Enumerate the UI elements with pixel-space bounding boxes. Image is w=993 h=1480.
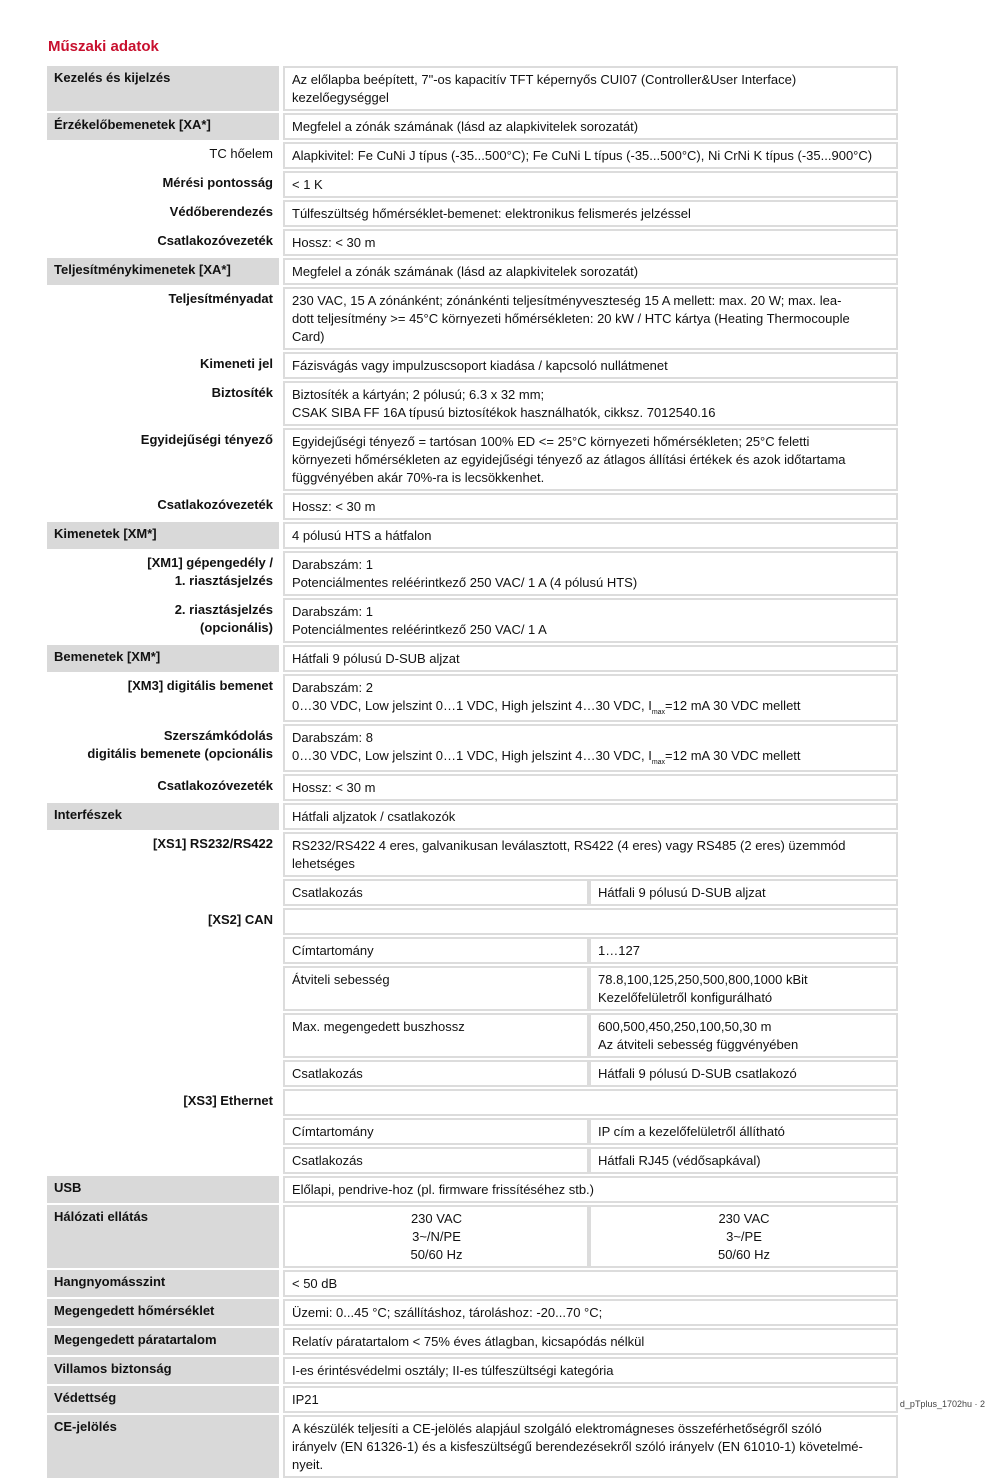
spec-row [47,1118,898,1145]
spec-row [47,1205,898,1268]
spec-row [47,803,898,830]
spec-value: < 1 K [283,171,898,198]
spec-value: < 50 dB [283,1270,898,1297]
spec-subkey: Csatlakozás [283,879,589,906]
spec-value: Darabszám: 1 Potenciálmentes reléérintkező 250 VAC/ 1 A [283,598,898,643]
page-title: Műszaki adatok [48,38,159,55]
spec-row [47,724,898,772]
spec-label: 2. riasztásjelzés (opcionális) [174,602,273,635]
spec-label: Egyidejűségi tényező [140,432,273,447]
spec-category-label: USB [47,1176,279,1203]
spec-row [47,1060,898,1087]
spec-row [47,551,898,596]
spec-subvalue: Hátfali RJ45 (védősapkával) [589,1147,898,1174]
spec-label: TC hőelem [209,146,273,161]
spec-row [47,522,898,549]
spec-value: Hátfali aljzatok / csatlakozók [283,803,898,830]
spec-category-label: Megengedett páratartalom [47,1328,279,1355]
spec-label: [XM1] gépengedély / 1. riasztásjelzés [147,555,273,588]
spec-value: Megfelel a zónák számának (lásd az alapkivitelek sorozatát) [283,258,898,285]
spec-subvalue: 600,500,450,250,100,50,30 m Az átviteli sebesség függvényében [589,1013,898,1058]
spec-row [47,229,898,256]
spec-value: Megfelel a zónák számának (lásd az alapkivitelek sorozatát) [283,113,898,140]
spec-value: Az előlapba beépített, 7"-os kapacitív TFT képernyős CUI07 (Controller&User Interface) kezelőegységgel [283,66,898,111]
spec-value: Biztosíték a kártyán; 2 pólusú; 6.3 x 32 mm; CSAK SIBA FF 16A típusú biztosítékok használhatók, cikksz. 7012540.16 [283,381,898,426]
spec-row [47,1176,898,1203]
spec-row [47,493,898,520]
spec-value: A készülék teljesíti a CE-jelölés alapjául szolgáló elektromágneses összeférhetőségről szóló irányelv (EN 61326-1) és a kisfeszültségű berendezésekről szóló irányelv (EN 61010-1) követelmé- nyeit. [283,1415,898,1478]
spec-label: Csatlakozóvezeték [157,233,273,248]
spec-category-label: Hálózati ellátás [47,1205,279,1268]
spec-row [47,908,898,935]
spec-label: [XS1] RS232/RS422 [153,836,273,851]
spec-value: I-es érintésvédelmi osztály; II-es túlfeszültségi kategória [283,1357,898,1384]
spec-value: Hossz: < 30 m [283,493,898,520]
spec-row [47,1013,898,1058]
spec-category-label: Bemenetek [XM*] [47,645,279,672]
spec-subkey: Max. megengedett buszhossz [283,1013,589,1058]
spec-row [47,66,898,111]
spec-label: Kimeneti jel [200,356,273,371]
spec-value: Relatív páratartalom < 75% éves átlagban, kicsapódás nélkül [283,1328,898,1355]
spec-value: Fázisvágás vagy impulzuscsoport kiadása / kapcsoló nullátmenet [283,352,898,379]
spec-label: Teljesítményadat [168,291,273,306]
spec-category-label: Védettség [47,1386,279,1413]
spec-row [47,832,898,877]
spec-subkey: Átviteli sebesség [283,966,589,1011]
spec-row [47,1386,898,1413]
spec-value: IP21 [283,1386,898,1413]
spec-row [47,1270,898,1297]
spec-category-label: Megengedett hőmérséklet [47,1299,279,1326]
spec-row [47,1089,898,1116]
spec-row [47,113,898,140]
spec-category-label: Érzékelőbemenetek [XA*] [47,113,279,140]
spec-category-label: Kezelés és kijelzés [47,66,279,111]
page-footer: d_pTplus_1702hu · 2 [899,1399,985,1409]
spec-row [47,937,898,964]
spec-category-label: Interfészek [47,803,279,830]
spec-subkey: Címtartomány [283,1118,589,1145]
spec-row [47,1147,898,1174]
spec-subkey: Csatlakozás [283,1060,589,1087]
spec-value [283,1089,898,1116]
spec-subkey: Csatlakozás [283,1147,589,1174]
spec-category-label: Hangnyomásszint [47,1270,279,1297]
spec-value: 230 VAC, 15 A zónánként; zónánkénti teljesítményveszteség 15 A mellett: max. 20 W; max. lea- dott teljesítmény >= 45°C környezeti hőmérsékleten: 20 kW / HTC kártya (Heating Thermocouple Card) [283,287,898,350]
spec-value [283,908,898,935]
spec-value: RS232/RS422 4 eres, galvanikusan leválasztott, RS422 (4 eres) vagy RS485 (2 eres) üzemmód lehetséges [283,832,898,877]
spec-label: Mérési pontosság [162,175,273,190]
spec-value: Darabszám: 2 0…30 VDC, Low jelszint 0…1 VDC, High jelszint 4…30 VDC, $I_{max}=12$ mA 30 VDC mellett [283,674,898,722]
spec-subvalue: 78.8,100,125,250,500,800,1000 kBit Kezelőfelületről konfigurálható [589,966,898,1011]
spec-category-label: Villamos biztonság [47,1357,279,1384]
spec-row [47,1328,898,1355]
spec-value: Hossz: < 30 m [283,774,898,801]
power-supply-option-b: 230 VAC 3~/PE 50/60 Hz [589,1205,898,1268]
spec-table [47,64,898,1480]
spec-label: Csatlakozóvezeték [157,497,273,512]
spec-row [47,1415,898,1478]
spec-value: Darabszám: 8 0…30 VDC, Low jelszint 0…1 VDC, High jelszint 4…30 VDC, $I_{max}=12$ mA 30 VDC mellett [283,724,898,772]
spec-subvalue: 1…127 [589,937,898,964]
spec-row [47,674,898,722]
spec-row [47,258,898,285]
spec-label: [XS3] Ethernet [183,1093,273,1108]
spec-subkey: Címtartomány [283,937,589,964]
spec-label: [XS2] CAN [207,912,273,927]
spec-row [47,200,898,227]
spec-row [47,352,898,379]
spec-row [47,598,898,643]
spec-row [47,428,898,491]
spec-subvalue: Hátfali 9 pólusú D-SUB aljzat [589,879,898,906]
spec-row [47,645,898,672]
spec-value: Előlapi, pendrive-hoz (pl. firmware frissítéséhez stb.) [283,1176,898,1203]
spec-value: Túlfeszültség hőmérséklet-bemenet: elektronikus felismerés jelzéssel [283,200,898,227]
spec-value: 4 pólusú HTS a hátfalon [283,522,898,549]
spec-subvalue: IP cím a kezelőfelületről állítható [589,1118,898,1145]
spec-value: Hátfali 9 pólusú D-SUB aljzat [283,645,898,672]
spec-subvalue: Hátfali 9 pólusú D-SUB csatlakozó [589,1060,898,1087]
spec-value: Hossz: < 30 m [283,229,898,256]
spec-label: Szerszámkódolás digitális bemenete (opcionális [87,728,273,761]
spec-row [47,1299,898,1326]
spec-label: Biztosíték [211,385,273,400]
spec-row [47,774,898,801]
spec-row [47,879,898,906]
spec-row [47,287,898,350]
spec-label: Védőberendezés [169,204,273,219]
spec-value: Egyidejűségi tényező = tartósan 100% ED <= 25°C környezeti hőmérsékleten; 25°C feletti környezeti hőmérsékleten az egyidejűségi tényező az átlagos állítási értékek és azok időtartama függvényében akár 70%-ra is lecsökkenhet. [283,428,898,491]
spec-row [47,1357,898,1384]
spec-row [47,142,898,169]
spec-row [47,381,898,426]
power-supply-option-a: 230 VAC 3~/N/PE 50/60 Hz [283,1205,589,1268]
spec-category-label: Kimenetek [XM*] [47,522,279,549]
spec-label: Csatlakozóvezeték [157,778,273,793]
spec-label: [XM3] digitális bemenet [127,678,273,693]
spec-value: Üzemi: 0...45 °C; szállításhoz, tároláshoz: -20...70 °C; [283,1299,898,1326]
spec-value: Darabszám: 1 Potenciálmentes reléérintkező 250 VAC/ 1 A (4 pólusú HTS) [283,551,898,596]
spec-row [47,966,898,1011]
spec-category-label: Teljesítménykimenetek [XA*] [47,258,279,285]
spec-value: Alapkivitel: Fe CuNi J típus (-35...500°C); Fe CuNi L típus (-35...500°C), Ni CrNi K típus (-35...900°C) [283,142,898,169]
spec-row [47,171,898,198]
spec-category-label: CE-jelölés [47,1415,279,1478]
